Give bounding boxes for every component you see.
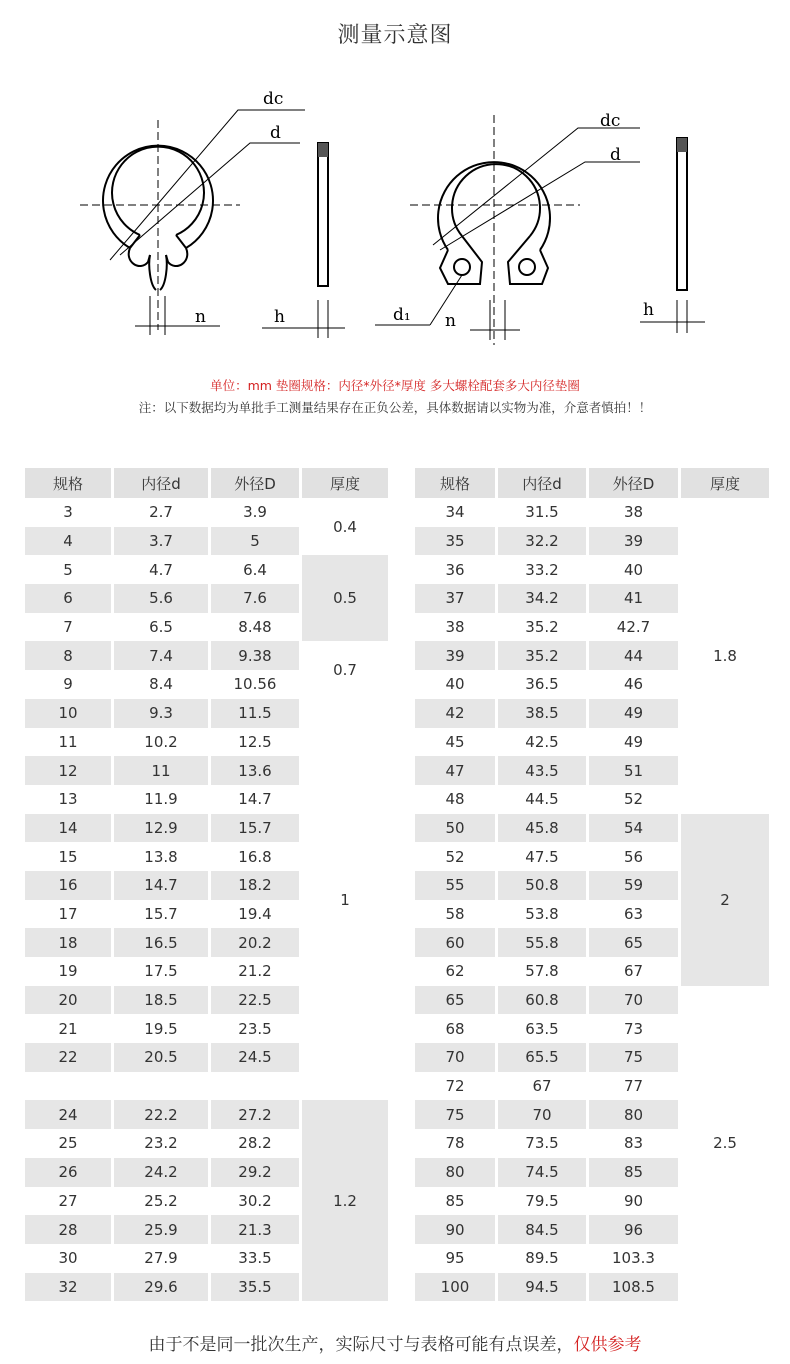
cell-inner-d: 18.5 <box>114 986 208 1015</box>
cell-thickness: 1.2 <box>302 1100 388 1301</box>
cell-inner-d: 23.2 <box>114 1129 208 1158</box>
cell-inner-d: 2.7 <box>114 498 208 527</box>
footer-text: 由于不是同一批次生产，实际尺寸与表格可能有点误差， <box>148 1335 574 1355</box>
cell-outer-d: 28.2 <box>211 1129 299 1158</box>
label-dc-right: dc <box>600 111 621 131</box>
cell-outer-d: 15.7 <box>211 814 299 843</box>
cell-outer-d: 85 <box>589 1158 678 1187</box>
cell-inner-d: 53.8 <box>498 900 586 929</box>
cell-outer-d: 29.2 <box>211 1158 299 1187</box>
cell-inner-d: 9.3 <box>114 699 208 728</box>
cell-outer-d: 11.5 <box>211 699 299 728</box>
cell-outer-d: 21.2 <box>211 957 299 986</box>
cell-inner-d: 35.2 <box>498 641 586 670</box>
table-row <box>25 1100 388 1129</box>
cell-outer-d: 96 <box>589 1215 678 1244</box>
label-n-left: n <box>195 307 206 327</box>
cell-inner-d: 14.7 <box>114 871 208 900</box>
cell-inner-d: 57.8 <box>498 957 586 986</box>
cell-size: 52 <box>415 842 495 871</box>
cell-inner-d: 94.5 <box>498 1273 586 1302</box>
cell-size: 4 <box>25 527 111 556</box>
cell-thickness: 0.7 <box>302 641 388 698</box>
cell-size: 65 <box>415 986 495 1015</box>
spec-table-right <box>412 468 772 1301</box>
cell-thickness: 0.5 <box>302 555 388 641</box>
cell-size: 27 <box>25 1187 111 1216</box>
cell-inner-d: 50.8 <box>498 871 586 900</box>
cell-outer-d: 3.9 <box>211 498 299 527</box>
cell-size: 72 <box>415 1072 495 1101</box>
cell-outer-d: 77 <box>589 1072 678 1101</box>
cell-inner-d: 79.5 <box>498 1187 586 1216</box>
spec-table-left <box>22 468 391 1301</box>
cell-outer-d: 27.2 <box>211 1100 299 1129</box>
cell-inner-d: 20.5 <box>114 1043 208 1072</box>
cell-outer-d: 46 <box>589 670 678 699</box>
cell-outer-d: 49 <box>589 699 678 728</box>
cell-outer-d: 30.2 <box>211 1187 299 1216</box>
cell-size: 47 <box>415 756 495 785</box>
cell-outer-d: 24.5 <box>211 1043 299 1072</box>
cell-outer-d: 21.3 <box>211 1215 299 1244</box>
cell-inner-d: 84.5 <box>498 1215 586 1244</box>
cell-size: 8 <box>25 641 111 670</box>
cell-inner-d: 60.8 <box>498 986 586 1015</box>
header-thickness: 厚度 <box>302 468 388 498</box>
cell-size: 18 <box>25 928 111 957</box>
cell-inner-d: 4.7 <box>114 555 208 584</box>
header-inner-d: 内径d <box>498 468 586 498</box>
cell-size: 68 <box>415 1014 495 1043</box>
cell-outer-d: 18.2 <box>211 871 299 900</box>
table-row <box>25 498 388 527</box>
cell-size <box>25 1072 111 1101</box>
cell-inner-d: 70 <box>498 1100 586 1129</box>
cell-size: 37 <box>415 584 495 613</box>
cell-size: 38 <box>415 613 495 642</box>
label-dc-left: dc <box>263 89 284 109</box>
cell-outer-d: 67 <box>589 957 678 986</box>
cell-inner-d: 11.9 <box>114 785 208 814</box>
cell-size: 16 <box>25 871 111 900</box>
cell-inner-d: 44.5 <box>498 785 586 814</box>
label-d1: d₁ <box>393 305 411 325</box>
cell-inner-d: 15.7 <box>114 900 208 929</box>
cell-size: 10 <box>25 699 111 728</box>
cell-inner-d: 32.2 <box>498 527 586 556</box>
cell-size: 85 <box>415 1187 495 1216</box>
cell-outer-d: 80 <box>589 1100 678 1129</box>
cell-outer-d: 38 <box>589 498 678 527</box>
cell-inner-d: 12.9 <box>114 814 208 843</box>
cell-inner-d: 31.5 <box>498 498 586 527</box>
cell-inner-d: 5.6 <box>114 584 208 613</box>
cell-size: 19 <box>25 957 111 986</box>
cell-outer-d: 52 <box>589 785 678 814</box>
cell-inner-d: 8.4 <box>114 670 208 699</box>
cell-size: 6 <box>25 584 111 613</box>
cell-outer-d: 44 <box>589 641 678 670</box>
cell-size: 70 <box>415 1043 495 1072</box>
cell-outer-d: 39 <box>589 527 678 556</box>
cell-inner-d: 3.7 <box>114 527 208 556</box>
left-side-bar <box>318 143 328 286</box>
header-inner-d: 内径d <box>114 468 208 498</box>
cell-outer-d: 40 <box>589 555 678 584</box>
cell-inner-d: 74.5 <box>498 1158 586 1187</box>
label-h-right: h <box>643 300 654 320</box>
cell-inner-d: 13.8 <box>114 842 208 871</box>
cell-outer-d: 5 <box>211 527 299 556</box>
cell-size: 75 <box>415 1100 495 1129</box>
cell-size: 9 <box>25 670 111 699</box>
cell-size: 55 <box>415 871 495 900</box>
cell-size: 21 <box>25 1014 111 1043</box>
cell-inner-d: 17.5 <box>114 957 208 986</box>
cell-inner-d: 47.5 <box>498 842 586 871</box>
cell-size: 13 <box>25 785 111 814</box>
cell-inner-d: 45.8 <box>498 814 586 843</box>
cell-size: 36 <box>415 555 495 584</box>
cell-outer-d: 41 <box>589 584 678 613</box>
table-row <box>25 641 388 670</box>
table-row <box>25 555 388 584</box>
cell-outer-d: 7.6 <box>211 584 299 613</box>
cell-size: 78 <box>415 1129 495 1158</box>
cell-inner-d: 27.9 <box>114 1244 208 1273</box>
header-outer-d: 外径D <box>211 468 299 498</box>
cell-thickness: 0.4 <box>302 498 388 555</box>
cell-inner-d: 55.8 <box>498 928 586 957</box>
cell-size: 20 <box>25 986 111 1015</box>
cell-size: 60 <box>415 928 495 957</box>
cell-outer-d: 42.7 <box>589 613 678 642</box>
cell-size: 58 <box>415 900 495 929</box>
cell-size: 30 <box>25 1244 111 1273</box>
cell-size: 62 <box>415 957 495 986</box>
cell-outer-d: 108.5 <box>589 1273 678 1302</box>
cell-outer-d: 90 <box>589 1187 678 1216</box>
header-thickness: 厚度 <box>681 468 769 498</box>
page-title: 测量示意图 <box>337 23 453 48</box>
cell-size: 42 <box>415 699 495 728</box>
table-row <box>415 986 769 1015</box>
footer-disclaimer <box>0 1330 790 1355</box>
cell-outer-d <box>211 1072 299 1101</box>
cell-outer-d: 59 <box>589 871 678 900</box>
cell-size: 24 <box>25 1100 111 1129</box>
cell-outer-d: 22.5 <box>211 986 299 1015</box>
cell-outer-d: 6.4 <box>211 555 299 584</box>
cell-size: 26 <box>25 1158 111 1187</box>
table-row <box>415 814 769 843</box>
cell-size: 11 <box>25 728 111 757</box>
measurement-remark: 注：以下数据均为单批手工测量结果存在正负公差，具体数据请以实物为准，介意者慎拍！！ <box>138 400 652 415</box>
cell-inner-d: 29.6 <box>114 1273 208 1302</box>
cell-size: 90 <box>415 1215 495 1244</box>
label-n-right: n <box>445 311 456 331</box>
cell-outer-d: 13.6 <box>211 756 299 785</box>
cell-outer-d: 35.5 <box>211 1273 299 1302</box>
cell-inner-d: 73.5 <box>498 1129 586 1158</box>
cell-outer-d: 10.56 <box>211 670 299 699</box>
label-d-left: d <box>270 123 281 143</box>
cell-inner-d: 16.5 <box>114 928 208 957</box>
cell-size: 14 <box>25 814 111 843</box>
cell-outer-d: 70 <box>589 986 678 1015</box>
cell-size: 35 <box>415 527 495 556</box>
header-size: 规格 <box>25 468 111 498</box>
cell-size: 5 <box>25 555 111 584</box>
cell-inner-d: 25.2 <box>114 1187 208 1216</box>
cell-inner-d: 22.2 <box>114 1100 208 1129</box>
cell-outer-d: 16.8 <box>211 842 299 871</box>
cell-size: 39 <box>415 641 495 670</box>
cell-inner-d: 42.5 <box>498 728 586 757</box>
cell-size: 17 <box>25 900 111 929</box>
cell-outer-d: 56 <box>589 842 678 871</box>
cell-thickness: 1 <box>302 699 388 1101</box>
cell-inner-d: 19.5 <box>114 1014 208 1043</box>
right-ring-inner <box>452 164 540 236</box>
cell-outer-d: 9.38 <box>211 641 299 670</box>
cell-size: 32 <box>25 1273 111 1302</box>
cell-inner-d: 43.5 <box>498 756 586 785</box>
label-h-left: h <box>274 307 285 327</box>
label-d-right: d <box>610 145 621 165</box>
cell-outer-d: 12.5 <box>211 728 299 757</box>
cell-inner-d: 63.5 <box>498 1014 586 1043</box>
cell-outer-d: 103.3 <box>589 1244 678 1273</box>
cell-size: 100 <box>415 1273 495 1302</box>
cell-inner-d: 65.5 <box>498 1043 586 1072</box>
cell-inner-d: 33.2 <box>498 555 586 584</box>
unit-note: 单位：mm 垫圈规格：内径*外径*厚度 多大螺栓配套多大内径垫圈 <box>210 378 580 393</box>
cell-size: 95 <box>415 1244 495 1273</box>
cell-thickness: 2 <box>681 814 769 986</box>
cell-thickness: 1.8 <box>681 498 769 814</box>
cell-size: 3 <box>25 498 111 527</box>
table-row <box>25 699 388 728</box>
table-row <box>415 498 769 527</box>
cell-inner-d: 38.5 <box>498 699 586 728</box>
cell-outer-d: 23.5 <box>211 1014 299 1043</box>
cell-outer-d: 33.5 <box>211 1244 299 1273</box>
cell-outer-d: 63 <box>589 900 678 929</box>
cell-inner-d: 35.2 <box>498 613 586 642</box>
cell-size: 22 <box>25 1043 111 1072</box>
cell-outer-d: 73 <box>589 1014 678 1043</box>
cell-inner-d: 6.5 <box>114 613 208 642</box>
cell-outer-d: 83 <box>589 1129 678 1158</box>
cell-size: 45 <box>415 728 495 757</box>
cell-inner-d: 11 <box>114 756 208 785</box>
cell-size: 34 <box>415 498 495 527</box>
footer-highlight: 仅供参考 <box>573 1335 642 1355</box>
right-side-bar <box>677 138 687 290</box>
cell-inner-d: 67 <box>498 1072 586 1101</box>
cell-inner-d: 89.5 <box>498 1244 586 1273</box>
cell-outer-d: 49 <box>589 728 678 757</box>
cell-outer-d: 20.2 <box>211 928 299 957</box>
cell-size: 7 <box>25 613 111 642</box>
cell-size: 48 <box>415 785 495 814</box>
cell-inner-d: 7.4 <box>114 641 208 670</box>
cell-outer-d: 14.7 <box>211 785 299 814</box>
cell-outer-d: 54 <box>589 814 678 843</box>
cell-outer-d: 8.48 <box>211 613 299 642</box>
cell-size: 12 <box>25 756 111 785</box>
cell-size: 28 <box>25 1215 111 1244</box>
cell-inner-d: 24.2 <box>114 1158 208 1187</box>
cell-inner-d <box>114 1072 208 1101</box>
cell-outer-d: 65 <box>589 928 678 957</box>
cell-size: 15 <box>25 842 111 871</box>
measurement-diagram <box>0 89 790 355</box>
cell-thickness: 2.5 <box>681 986 769 1302</box>
cell-outer-d: 51 <box>589 756 678 785</box>
cell-outer-d: 75 <box>589 1043 678 1072</box>
cell-inner-d: 25.9 <box>114 1215 208 1244</box>
cell-size: 40 <box>415 670 495 699</box>
cell-size: 50 <box>415 814 495 843</box>
cell-size: 80 <box>415 1158 495 1187</box>
cell-inner-d: 36.5 <box>498 670 586 699</box>
header-outer-d: 外径D <box>589 468 678 498</box>
cell-inner-d: 10.2 <box>114 728 208 757</box>
cell-inner-d: 34.2 <box>498 584 586 613</box>
cell-size: 25 <box>25 1129 111 1158</box>
header-size: 规格 <box>415 468 495 498</box>
cell-outer-d: 19.4 <box>211 900 299 929</box>
